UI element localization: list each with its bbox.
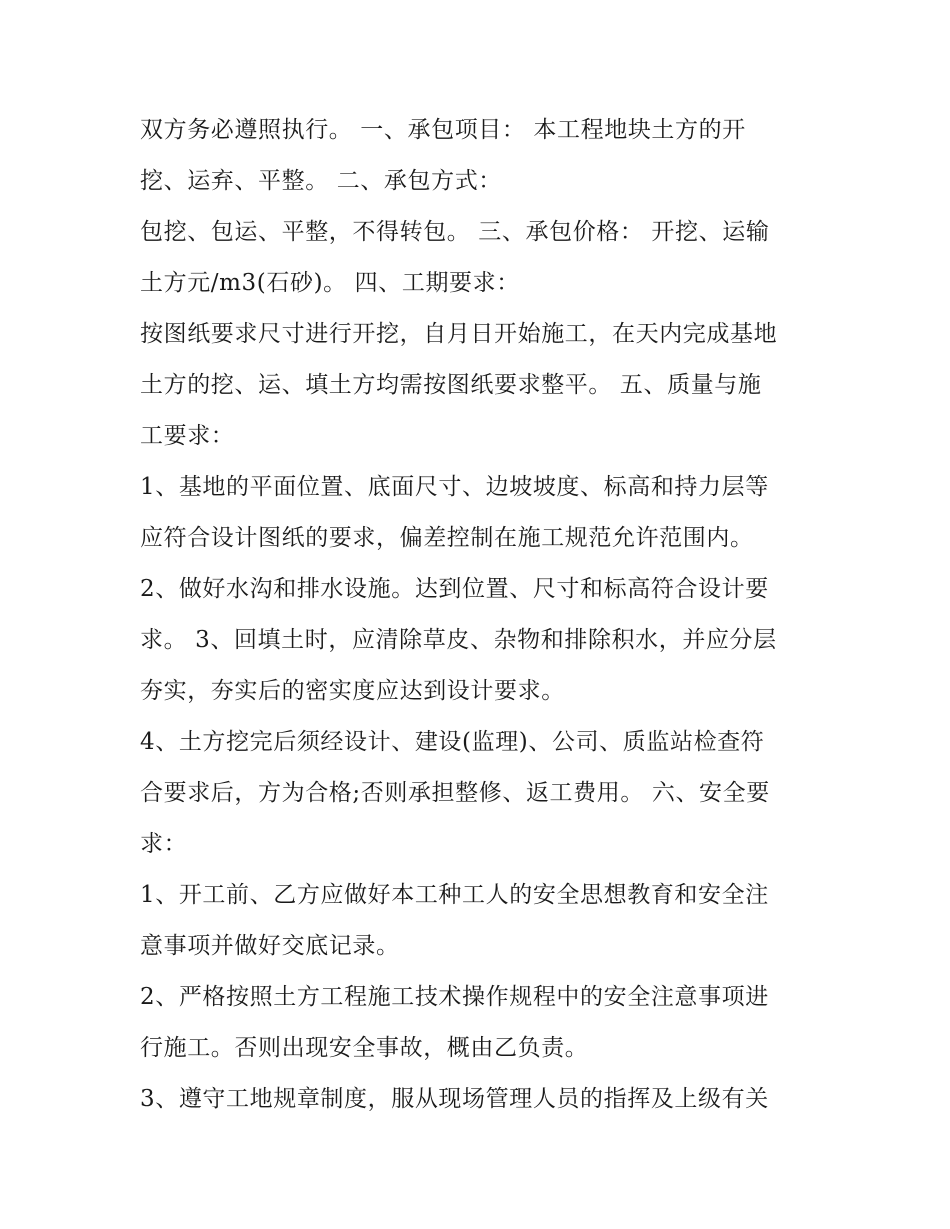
text-line: 土方元/m3(石砂)。 四、工期要求： [140, 270, 520, 296]
text-line: 1、基地的平面位置、底面尺寸、边坡坡度、标高和持力层等 [140, 474, 769, 500]
text-line: 土方的挖、运、填土方均需按图纸要求整平。 五、质量与施 [140, 372, 762, 398]
text-line: 2、严格按照土方工程施工技术操作规程中的安全注意事项进 [140, 984, 769, 1010]
text-line: 求。 3、回填土时，应清除草皮、杂物和排除积水，并应分层 [140, 627, 777, 653]
text-line: 挖、运弃、平整。 二、承包方式： [140, 168, 502, 194]
text-line: 应符合设计图纸的要求，偏差控制在施工规范允许范围内。 [140, 525, 754, 551]
text-line: 工要求： [140, 423, 235, 449]
text-line: 3、遵守工地规章制度，服从现场管理人员的指挥及上级有关 [140, 1086, 769, 1112]
text-line: 行施工。否则出现安全事故，概由乙负责。 [140, 1035, 589, 1061]
text-line: 4、土方挖完后须经设计、建设(监理)、公司、质监站检查符 [140, 729, 765, 755]
text-line: 求： [140, 831, 188, 857]
text-line: 意事项并做好交底记录。 [140, 933, 400, 959]
text-line: 包挖、包运、平整，不得转包。 三、承包价格： 开挖、运输 [140, 219, 770, 245]
text-line: 夯实，夯实后的密实度应达到设计要求。 [140, 678, 565, 704]
text-line: 合要求后，方为合格;否则承担整修、返工费用。 六、安全要 [140, 780, 770, 806]
text-line: 2、做好水沟和排水设施。达到位置、尺寸和标高符合设计要 [140, 576, 769, 602]
text-line: 按图纸要求尺寸进行开挖，自月日开始施工，在天内完成基地 [140, 321, 778, 347]
text-line: 1、开工前、乙方应做好本工种工人的安全思想教育和安全注 [140, 882, 769, 908]
text-line: 双方务必遵照执行。 一、承包项目： 本工程地块土方的开 [140, 117, 746, 143]
